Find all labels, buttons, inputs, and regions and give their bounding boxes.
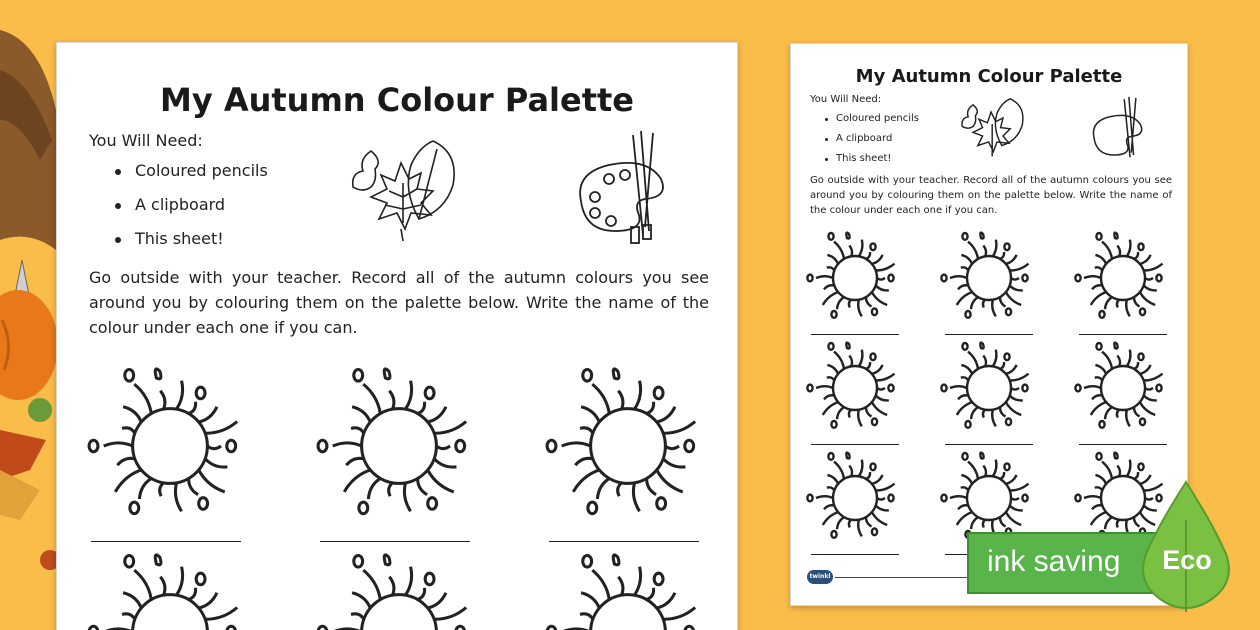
needs-item: A clipboard bbox=[825, 133, 919, 153]
needs-item: This sheet! bbox=[115, 229, 268, 263]
colour-name-line[interactable] bbox=[320, 541, 470, 542]
autumn-decoration bbox=[0, 0, 60, 630]
ink-saving-text: ink saving bbox=[987, 545, 1121, 578]
worksheet-preview bbox=[790, 43, 1188, 606]
worksheet-title: My Autumn Colour Palette bbox=[855, 66, 1123, 87]
colour-name-line[interactable] bbox=[1079, 444, 1167, 445]
colour-name-line[interactable] bbox=[811, 554, 899, 555]
colour-name-line[interactable] bbox=[91, 541, 241, 542]
instructions: Go outside with your teacher. Record all of the autumn colours you see around you by colouring them on the palette below. Write the name of the colour under each one if you can. bbox=[89, 268, 709, 337]
instructions: Go outside with your teacher. Record all of the autumn colours you see around you by colouring them on the palette below. Write the name of the colour under each one if you can. bbox=[810, 175, 1172, 216]
paint-splash-icon bbox=[939, 228, 1039, 332]
colour-name-line[interactable] bbox=[811, 444, 899, 445]
paint-splash-icon bbox=[85, 361, 255, 535]
paint-splash-icon bbox=[1073, 338, 1173, 442]
needs-heading: You Will Need: bbox=[810, 94, 882, 105]
paint-palette-icon bbox=[1087, 94, 1151, 166]
paint-splash-icon bbox=[805, 338, 905, 442]
colour-name-line[interactable] bbox=[1079, 334, 1167, 335]
paint-splash-icon bbox=[543, 361, 713, 535]
needs-heading: You Will Need: bbox=[89, 131, 203, 150]
paint-splash-icon bbox=[939, 338, 1039, 442]
colour-name-line[interactable] bbox=[811, 334, 899, 335]
needs-item: This sheet! bbox=[825, 153, 919, 173]
paint-splash-icon bbox=[543, 547, 713, 630]
paint-splash-icon bbox=[1073, 228, 1173, 332]
needs-item: Coloured pencils bbox=[825, 113, 919, 133]
paint-splash-icon bbox=[85, 547, 255, 630]
worksheet-title: My Autumn Colour Palette bbox=[159, 81, 634, 119]
needs-item: Coloured pencils bbox=[115, 161, 268, 195]
needs-item: A clipboard bbox=[115, 195, 268, 229]
paint-splash-icon bbox=[314, 361, 484, 535]
paint-splash-icon bbox=[805, 228, 905, 332]
colour-name-line[interactable] bbox=[549, 541, 699, 542]
needs-list bbox=[115, 161, 268, 263]
paint-splash-icon bbox=[805, 448, 905, 552]
worksheet-large bbox=[56, 42, 738, 630]
colour-name-line[interactable] bbox=[945, 334, 1033, 335]
leaves-icon bbox=[955, 94, 1027, 160]
leaves-icon bbox=[341, 133, 461, 243]
colour-name-line[interactable] bbox=[945, 444, 1033, 445]
eco-label: Eco bbox=[1162, 545, 1212, 575]
paint-palette-icon bbox=[569, 127, 679, 249]
brand-logo: twinkl bbox=[807, 570, 833, 584]
paint-splash-icon bbox=[314, 547, 484, 630]
needs-list bbox=[825, 113, 919, 173]
